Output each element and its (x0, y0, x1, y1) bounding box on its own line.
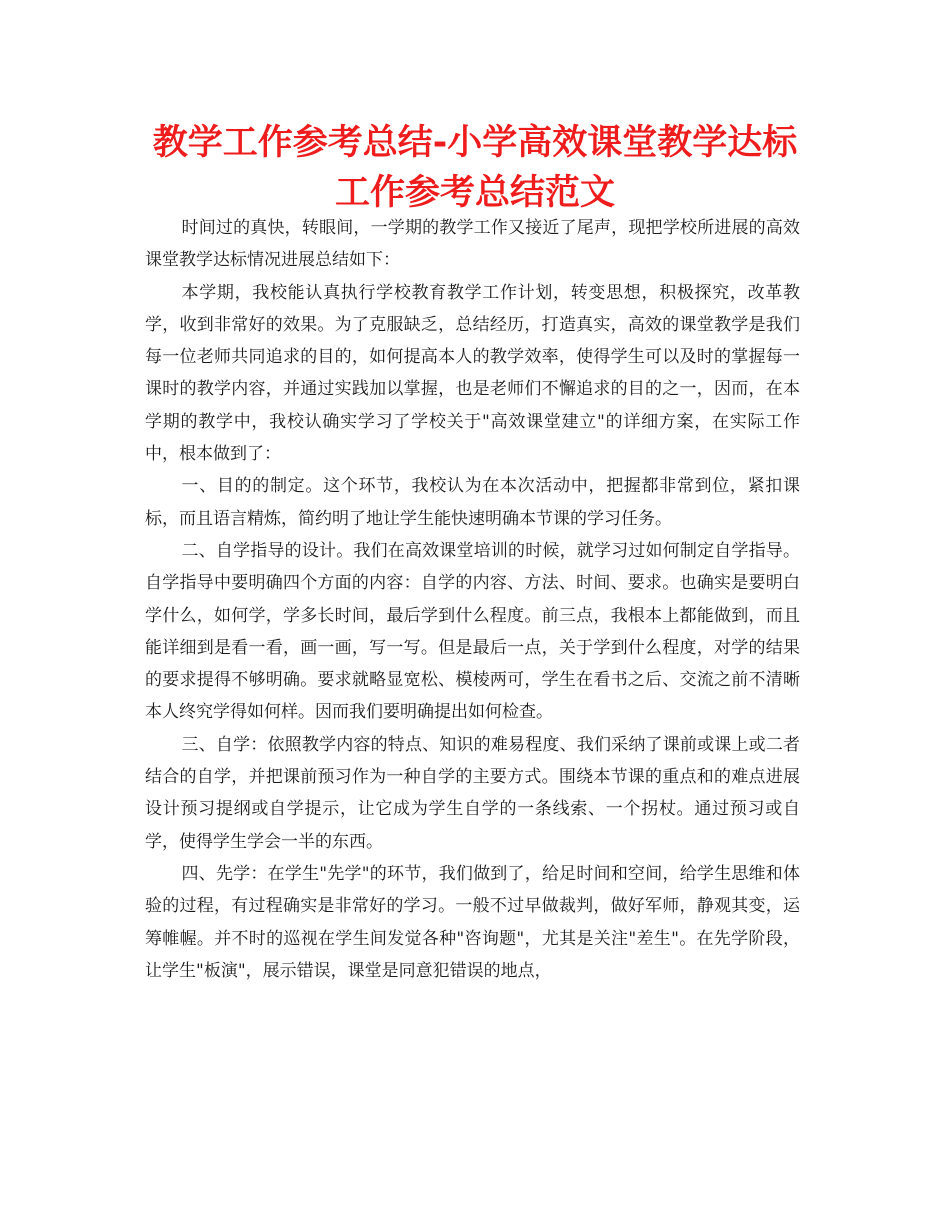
paragraph: 时间过的真快，转眼间，一学期的教学工作又接近了尾声，现把学校所进展的高效课堂教学达标情况进展总结如下： (145, 218, 800, 271)
paragraph: 本学期，我校能认真执行学校教育教学工作计划，转变思想，积极探究，改革教学，收到非常好的效果。为了克服缺乏，总结经历，打造真实，高效的课堂教学是我们每一位老师共同追求的目的，如何提高本人的教学效率，使得学生可以及时的掌握每一课时的教学内容，并通过实践加以掌握，也是老师们不懈追求的目的之一，因而，在本学期的教学中，我校认确实学习了学校关于"高效课堂建立"的详细方案，在实际工作中，根本做到了： (145, 282, 800, 465)
document-body (145, 212, 800, 987)
paragraph: 四、先学：在学生"先学"的环节，我们做到了，给足时间和空间，给学生思维和体验的过程，有过程确实是非常好的学习。一般不过早做裁判，做好军师，静观其变，运筹帷幄。并不时的巡视在学生间发觉各种"咨询题"，尤其是关注"差生"。在先学阶段，让学生"板演"，展示错误，课堂是同意犯错误的地点， (145, 863, 800, 981)
paragraph: 三、自学：依照教学内容的特点、知识的难易程度、我们采纳了课前或课上或二者结合的自学，并把课前预习作为一种自学的主要方式。围绕本节课的重点和的难点进展设计预习提纲或自学提示，让它成为学生自学的一条线索、一个拐杖。通过预习或自学，使得学生学会一半的东西。 (145, 734, 800, 852)
paragraph: 二、自学指导的设计。我们在高效课堂培训的时候，就学习过如何制定自学指导。自学指导中要明确四个方面的内容：自学的内容、方法、时间、要求。也确实是要明白学什么，如何学，学多长时间，最后学到什么程度。前三点，我根本上都能做到，而且能详细到是看一看，画一画，写一写。但是最后一点，关于学到什么程度，对学的结果的要求提得不够明确。要求就略显宽松、模棱两可，学生在看书之后、交流之前不清晰本人终究学得如何样。因而我们要明确提出如何检查。 (145, 540, 800, 723)
paragraph: 一、目的的制定。这个环节，我校认为在本次活动中，把握都非常到位，紧扣课标，而且语言精炼，简约明了地让学生能快速明确本节课的学习任务。 (145, 476, 800, 529)
document-title: 教学工作参考总结-小学高效课堂教学达标工作参考总结范文 (152, 123, 798, 213)
